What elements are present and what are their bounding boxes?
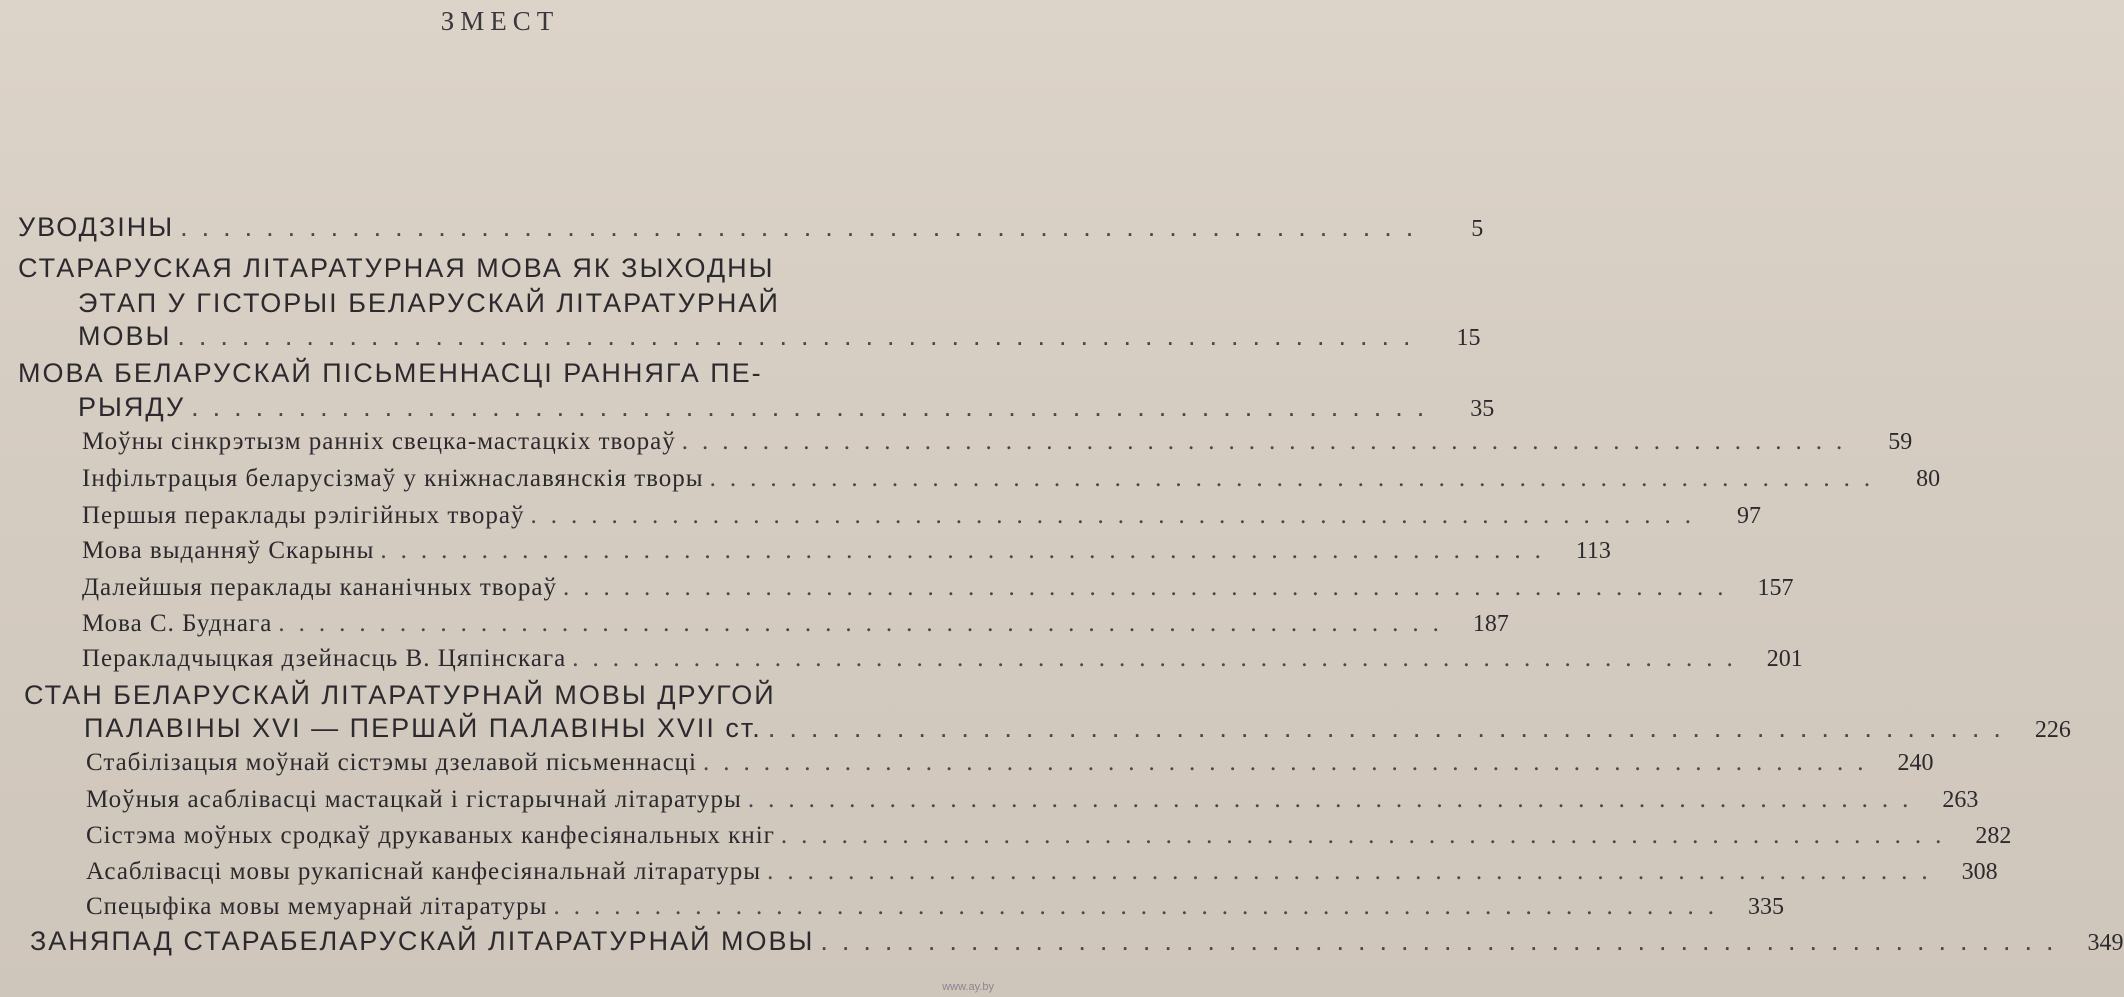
page-number: 5 xyxy=(1471,216,1484,242)
page-number: 263 xyxy=(1942,787,1979,813)
toc-entry-stabilization: Стабілізацыя моўнай сістэмы дзелавой пісьменнасці .......................................................... 240 xyxy=(86,749,1934,776)
toc-entry-manuscripts: Асаблівасці мовы рукапіснай канфесіянальнай літаратуры .......................................................... 308 xyxy=(86,858,1998,885)
toc-entry-first-translations: Першыя пераклады рэлігійных твораў .......................................................... 97 xyxy=(82,502,1761,529)
toc-entry-early-period: РЫЯДУ .......................................................... 35 xyxy=(78,392,1495,422)
toc-entry-budny: Мова С. Буднага .......................................................... 187 xyxy=(82,610,1509,637)
toc-entry-infiltration: Інфільтрацыя беларусізмаў у кніжнаславянскія творы .......................................................... 80 xyxy=(82,465,1941,492)
page-number: 335 xyxy=(1747,894,1784,920)
page-number: 35 xyxy=(1470,396,1495,422)
toc-entry-printed-books: Сістэма моўных сродкаў друкаваных канфесіянальных кніг .......................................................... 282 xyxy=(86,822,2012,849)
toc-entry-line: МОВА БЕЛАРУСКАЙ ПІСЬМЕННАСЦІ РАННЯГА ПЕ- xyxy=(18,358,763,388)
toc-entry-artistic: Моўныя асаблівасці мастацкай і гістарычнай літаратуры .......................................................... 263 xyxy=(86,786,1979,813)
watermark: www.ay.by xyxy=(942,981,994,993)
toc-entry-introduction: УВОДЗІНЫ .......................................................... 5 xyxy=(18,212,1484,242)
page-number: 59 xyxy=(1888,429,1913,455)
toc-entry-canonical: Далейшыя пераклады кананічных твораў .......................................................... 157 xyxy=(82,574,1794,601)
page-number: 226 xyxy=(2034,717,2071,743)
toc-entry-line: СТАН БЕЛАРУСКАЙ ЛІТАРАТУРНАЙ МОВЫ ДРУГОЙ xyxy=(24,680,776,710)
page-number: 187 xyxy=(1472,611,1509,637)
page-number: 240 xyxy=(1897,750,1934,776)
page-number: 113 xyxy=(1575,538,1611,564)
page-number: 97 xyxy=(1736,503,1761,529)
page-number: 80 xyxy=(1916,466,1941,492)
page-number: 308 xyxy=(1961,859,1998,885)
toc-entry-line: ЭТАП У ГІСТОРЫІ БЕЛАРУСКАЙ ЛІТАРАТУРНАЙ xyxy=(78,288,780,318)
page-number: 15 xyxy=(1456,325,1481,351)
page-number: 157 xyxy=(1757,575,1794,601)
toc-entry-line: СТАРАРУСКАЯ ЛІТАРАТУРНАЯ МОВА ЯК ЗЫХОДНЫ xyxy=(18,253,775,283)
toc-entry-memoirs: Спецыфіка мовы мемуарнай літаратуры .......................................................... 335 xyxy=(86,893,1784,920)
page-title: ЗМЕСТ xyxy=(440,6,560,36)
toc-entry-decline: ЗАНЯПАД СТАРАБЕЛАРУСКАЙ ЛІТАРАТУРНАЙ МОВЫ .......................................................... 349 xyxy=(30,926,2124,956)
toc-entry-state: ПАЛАВІНЫ XVI — ПЕРШАЙ ПАЛАВІНЫ XVII ст. .......................................................... 226 xyxy=(84,713,2071,743)
toc-entry-syncretism: Моўны сінкрэтызм ранніх свецка-мастацкіх твораў .......................................................... 59 xyxy=(82,428,1913,455)
page-number: 349 xyxy=(2087,930,2124,956)
toc-entry-tsiapinski: Перакладчыцкая дзейнасць В. Цяпінскага .......................................................... 201 xyxy=(82,645,1803,672)
page-number: 282 xyxy=(1975,823,2012,849)
page-number: 201 xyxy=(1766,646,1803,672)
toc-entry-old-russian: МОВЫ .......................................................... 15 xyxy=(78,321,1481,351)
toc-entry-skaryna: Мова выданняў Скарыны .......................................................... 113 xyxy=(82,537,1611,564)
